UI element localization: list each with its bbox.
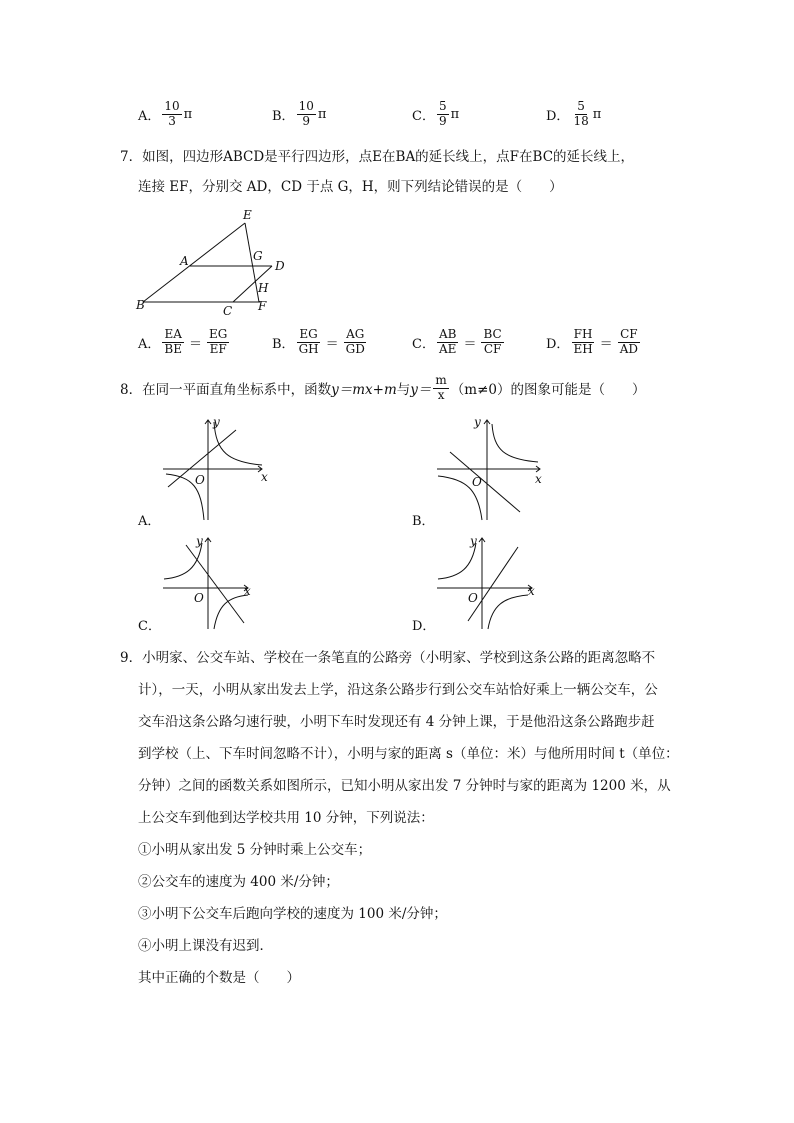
q8-graph-b	[432, 412, 547, 524]
x-label: x	[244, 584, 251, 598]
q8-stem	[120, 374, 645, 403]
denominator: 18	[573, 113, 589, 128]
fraction	[162, 100, 181, 129]
label-b: B	[136, 298, 145, 312]
fraction	[207, 328, 229, 357]
q9-statement-3: ③小明下公交车后跑向学校的速度为 100 米/分钟；	[138, 906, 447, 922]
q8-fraction	[433, 374, 448, 403]
label-e: E	[243, 208, 252, 222]
origin-label: O	[468, 591, 478, 605]
q8-condition: （m≠0）的图象可能是（ ）	[450, 382, 646, 399]
equals-sign: ＝	[463, 336, 477, 352]
hyperbola-branch-1	[164, 543, 202, 579]
pi-symbol: π	[183, 106, 193, 122]
origin-label: O	[194, 591, 204, 605]
q9-line-4: 到学校（上、下车时间忽略不计），小明与家的距离 s（单位：米）与他所用时间 t（单位：	[138, 746, 679, 762]
denominator: x	[437, 387, 445, 402]
option-label: D．	[546, 108, 570, 124]
label-g: G	[253, 249, 263, 263]
q8-pre: 8．在同一平面直角坐标系中，函数	[120, 382, 332, 399]
q7-line-1: 7．如图，四边形ABCD是平行四边形，点E在BA的延长线上，点F在BC的延长线上，	[120, 149, 635, 165]
label-a: A	[180, 254, 189, 268]
hyperbola-branch-1	[214, 422, 262, 465]
q9-line-2: 计），一天，小明从家出发去上学，沿这条公路步行到公交车站恰好乘上一辆公交车，公	[138, 682, 658, 698]
fraction	[571, 100, 590, 129]
q6-option-a	[138, 100, 192, 129]
label-c: C	[223, 304, 233, 318]
q8-graph-c	[158, 533, 258, 633]
q8-option-b-label: B．	[412, 514, 435, 529]
fraction	[437, 328, 458, 357]
option-label: B．	[272, 336, 295, 352]
equals-sign: ＝	[599, 336, 613, 352]
label-h: H	[258, 281, 269, 295]
line-be	[143, 223, 245, 302]
origin-label: O	[195, 473, 205, 487]
y-label: y	[474, 415, 481, 429]
q7-option-d	[546, 328, 642, 357]
numerator: 5	[438, 99, 447, 113]
q9-line-6: 上公交车到他到达学校共用 10 分钟，下列说法：	[138, 810, 434, 826]
denominator: EF	[209, 341, 227, 356]
numerator: m	[435, 373, 447, 387]
hyperbola-branch-1	[438, 543, 476, 579]
option-label: C．	[412, 336, 435, 352]
q6-option-b	[272, 100, 326, 129]
numerator: 10	[298, 99, 314, 113]
denominator: AE	[438, 341, 457, 356]
label-d: D	[275, 259, 285, 273]
numerator: AG	[346, 327, 365, 341]
label-f: F	[258, 299, 267, 313]
denominator: 9	[438, 113, 447, 128]
q6-option-d	[546, 100, 601, 129]
q9-statement-4: ④小明上课没有迟到．	[138, 938, 273, 954]
numerator: 5	[577, 99, 585, 113]
numerator: FH	[573, 327, 593, 341]
fraction	[297, 328, 321, 357]
q9-line-3: 交车沿这条公路匀速行驶，小明下车时发现还有 4 分钟上课，于是他沿这条公路跑步赶	[138, 714, 655, 730]
option-label: A．	[138, 336, 161, 352]
option-label: C．	[412, 108, 435, 124]
q8-linear-function: y＝mx+m	[331, 382, 397, 399]
q7-option-b	[272, 328, 369, 357]
numerator: 10	[164, 99, 180, 113]
fraction	[437, 100, 449, 129]
equals-sign: ＝	[188, 336, 202, 352]
origin-label: O	[472, 475, 482, 489]
q9-question: 其中正确的个数是（ ）	[138, 970, 300, 986]
option-label: A．	[138, 108, 161, 124]
denominator: 9	[302, 113, 311, 128]
q9-line-5: 分钟）之间的函数关系如图所示，已知小明从家出发 7 分钟时与家的距离为 1200 米，从	[138, 778, 671, 794]
denominator: AD	[619, 341, 638, 356]
equals-sign: ＝	[325, 336, 339, 352]
q8-connector: 与	[396, 382, 411, 399]
x-label: x	[535, 472, 542, 486]
q9-line-1: 9．小明家、公交车站、学校在一条笔直的公路旁（小明家、学校到这条公路的距离忽略不	[120, 650, 656, 666]
numerator: BC	[483, 327, 502, 341]
q6-option-c	[412, 100, 459, 129]
denominator: BE	[164, 341, 182, 356]
x-label: x	[528, 584, 535, 598]
hyperbola-branch-2	[214, 595, 248, 629]
fraction	[481, 328, 503, 357]
pi-symbol: π	[450, 106, 460, 122]
y-label: y	[470, 534, 477, 548]
numerator: EA	[164, 327, 182, 341]
numerator: CF	[620, 327, 638, 341]
pi-symbol: π	[592, 106, 602, 122]
y-label: y	[213, 415, 220, 429]
q8-graph-a	[158, 412, 273, 524]
denominator: GH	[298, 341, 319, 356]
q8-graph-d	[432, 533, 537, 633]
fraction	[297, 100, 316, 129]
option-label: B．	[272, 108, 295, 124]
denominator: GD	[345, 341, 365, 356]
x-label: x	[261, 470, 268, 484]
q8-option-d-label: D．	[412, 619, 436, 634]
q7-line-2: 连接 EF，分别交 AD，CD 于点 G，H，则下列结论错误的是（ ）	[138, 179, 563, 195]
denominator: CF	[483, 341, 502, 356]
denominator: 3	[168, 113, 176, 128]
q7-option-c	[412, 328, 506, 357]
q7-option-a	[138, 328, 231, 357]
hyperbola-branch-2	[488, 595, 528, 629]
q9-statement-2: ②公交车的速度为 400 米/分钟；	[138, 874, 339, 890]
hyperbola-branch-1	[492, 424, 538, 462]
fraction	[344, 328, 367, 357]
numerator: AB	[438, 327, 457, 341]
line-graph	[468, 547, 518, 621]
pi-symbol: π	[317, 106, 327, 122]
q8-option-c-label: C．	[138, 619, 161, 634]
fraction	[571, 328, 594, 357]
q8-option-a-label: A．	[138, 514, 161, 529]
numerator: EG	[299, 327, 318, 341]
fraction	[162, 328, 184, 357]
q7-parallelogram-figure	[130, 205, 290, 320]
y-label: y	[196, 534, 203, 548]
line-graph	[186, 545, 244, 623]
fraction	[618, 328, 640, 357]
numerator: EG	[208, 327, 228, 341]
q8-y-equals: y＝	[410, 382, 432, 399]
option-label: D．	[546, 336, 570, 352]
denominator: EH	[573, 341, 593, 356]
q9-statement-1: ①小明从家出发 5 分钟时乘上公交车；	[138, 842, 372, 858]
